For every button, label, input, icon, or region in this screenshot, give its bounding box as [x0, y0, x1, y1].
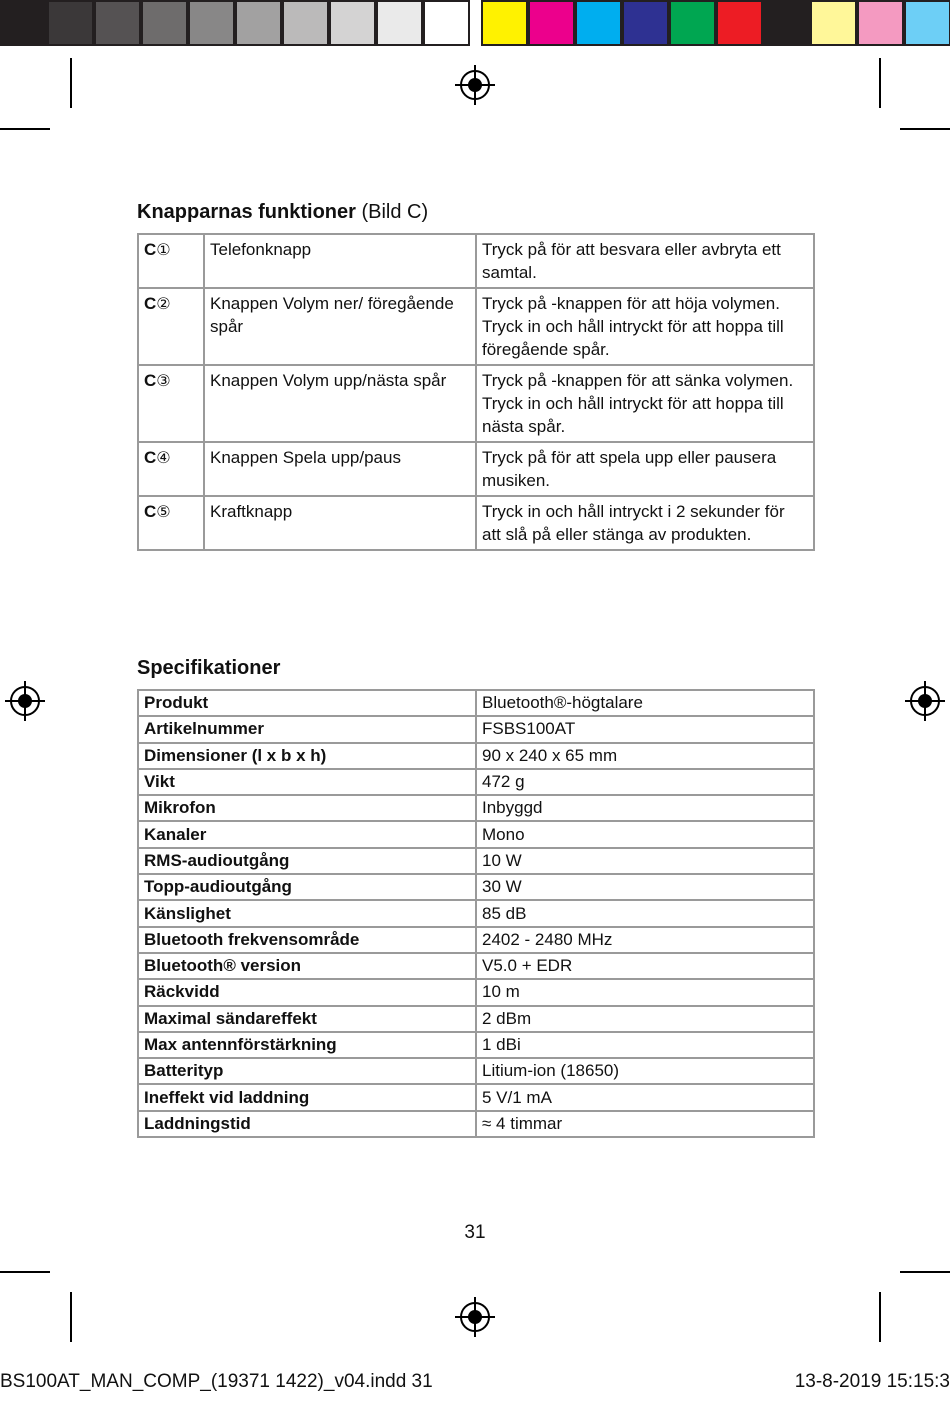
table-row	[138, 442, 814, 496]
button-id	[138, 365, 204, 442]
spec-value: 10 m	[476, 979, 814, 1005]
table-row	[138, 979, 814, 1005]
button-number: ②	[156, 296, 171, 313]
gray-swatch	[376, 0, 423, 46]
spec-value: 30 W	[476, 874, 814, 900]
gray-swatch	[47, 0, 94, 46]
spec-value: Mono	[476, 821, 814, 847]
spec-label: Räckvidd	[138, 979, 476, 1005]
spec-value: 5 V/1 mA	[476, 1084, 814, 1110]
table-row	[138, 288, 814, 365]
spec-label: Bluetooth frekvensområde	[138, 927, 476, 953]
spec-label: Vikt	[138, 769, 476, 795]
button-letter: C	[144, 502, 157, 521]
spec-label: Max antennförstärkning	[138, 1032, 476, 1058]
crop-mark-top-right-horizontal	[900, 128, 950, 130]
button-letter: C	[144, 448, 157, 467]
spec-value: Bluetooth®-högtalare	[476, 690, 814, 716]
button-description	[476, 365, 814, 442]
spec-value: Inbyggd	[476, 795, 814, 821]
color-swatch	[810, 0, 857, 46]
button-id	[138, 234, 204, 288]
table-row	[138, 496, 814, 550]
gray-swatch	[282, 0, 329, 46]
color-swatch	[669, 0, 716, 46]
spec-label: Kanaler	[138, 821, 476, 847]
table-row	[138, 927, 814, 953]
spec-label: Topp-audioutgång	[138, 874, 476, 900]
spec-label: Laddningstid	[138, 1111, 476, 1137]
button-description	[476, 496, 814, 550]
spec-value: 10 W	[476, 848, 814, 874]
button-number: ④	[156, 450, 171, 467]
table-row	[138, 690, 814, 716]
spec-label: Känslighet	[138, 900, 476, 926]
crop-mark-top-left-vertical	[70, 58, 72, 108]
specs-heading: Specifikationer	[137, 657, 281, 679]
crop-mark-top-left-horizontal	[0, 128, 50, 130]
description-line: Tryck på -knappen för att höja volymen.	[482, 294, 780, 313]
button-id	[138, 442, 204, 496]
table-row	[138, 821, 814, 847]
table-row	[138, 1111, 814, 1137]
button-description	[476, 234, 814, 288]
description-line: Tryck på för att besvara eller avbryta ett samtal.	[482, 240, 781, 282]
functions-heading	[137, 201, 428, 224]
gray-swatch	[141, 0, 188, 46]
button-id	[138, 496, 204, 550]
button-number: ③	[156, 373, 171, 390]
spec-value: ≈ 4 timmar	[476, 1111, 814, 1137]
button-number: ⑤	[156, 504, 171, 521]
spec-label: Produkt	[138, 690, 476, 716]
table-row	[138, 953, 814, 979]
page-number: 31	[464, 1222, 486, 1243]
spec-value: 2402 - 2480 MHz	[476, 927, 814, 953]
color-swatch	[575, 0, 622, 46]
crosshair-target-icon	[455, 65, 495, 105]
crop-mark-bottom-right-horizontal	[900, 1271, 950, 1273]
table-row	[138, 1084, 814, 1110]
spec-label: Bluetooth® version	[138, 953, 476, 979]
gray-swatch	[423, 0, 470, 46]
spec-label: RMS-audioutgång	[138, 848, 476, 874]
crosshair-target-icon	[455, 1297, 495, 1337]
gray-swatch	[329, 0, 376, 46]
spec-value: V5.0 + EDR	[476, 953, 814, 979]
table-row	[138, 1058, 814, 1084]
table-row	[138, 743, 814, 769]
button-name: Kraftknapp	[204, 496, 476, 550]
spec-label: Batterityp	[138, 1058, 476, 1084]
gray-swatch	[0, 0, 47, 46]
spec-value: 2 dBm	[476, 1006, 814, 1032]
gray-swatch	[235, 0, 282, 46]
description-line: Tryck in och håll intryckt i 2 sekunder för att slå på eller stänga av produkten.	[482, 502, 785, 544]
crosshair-target-icon	[905, 681, 945, 721]
functions-title: Knapparnas funktioner	[137, 201, 356, 223]
crop-mark-bottom-right-vertical	[879, 1292, 881, 1342]
button-name: Knappen Volym upp/nästa spår	[204, 365, 476, 442]
footer-filename: BS100AT_MAN_COMP_(19371 1422)_v04.indd 31	[0, 1371, 433, 1392]
button-number: ①	[156, 242, 171, 259]
spec-label: Dimensioner (l x b x h)	[138, 743, 476, 769]
table-row	[138, 848, 814, 874]
process-color-bar	[481, 0, 950, 50]
table-row	[138, 769, 814, 795]
gray-swatch	[188, 0, 235, 46]
color-swatch	[904, 0, 950, 46]
description-line: Tryck på för att spela upp eller pausera musiken.	[482, 448, 777, 490]
table-row	[138, 234, 814, 288]
grayscale-color-bar	[0, 0, 470, 50]
spec-label: Artikelnummer	[138, 716, 476, 742]
spec-label: Mikrofon	[138, 795, 476, 821]
table-row	[138, 874, 814, 900]
spec-value: FSBS100AT	[476, 716, 814, 742]
specifications-table	[137, 689, 815, 1138]
color-swatch	[763, 0, 810, 46]
crosshair-target-icon	[5, 681, 45, 721]
button-functions-table	[137, 233, 815, 551]
footer-timestamp: 13-8-2019 15:15:3	[794, 1371, 950, 1392]
button-description	[476, 288, 814, 365]
table-row	[138, 900, 814, 926]
button-id	[138, 288, 204, 365]
spec-label: Ineffekt vid laddning	[138, 1084, 476, 1110]
color-swatch	[481, 0, 528, 46]
gray-swatch	[94, 0, 141, 46]
table-row	[138, 365, 814, 442]
crop-mark-bottom-left-horizontal	[0, 1271, 50, 1273]
button-letter: C	[144, 371, 157, 390]
table-row	[138, 795, 814, 821]
description-line: Tryck in och håll intryckt för att hoppa till föregående spår.	[482, 317, 784, 359]
spec-value: 90 x 240 x 65 mm	[476, 743, 814, 769]
description-line: Tryck in och håll intryckt för att hoppa till nästa spår.	[482, 394, 784, 436]
spec-value: 472 g	[476, 769, 814, 795]
table-row	[138, 716, 814, 742]
crop-mark-bottom-left-vertical	[70, 1292, 72, 1342]
functions-subtitle: (Bild C)	[361, 201, 429, 223]
button-name: Knappen Spela upp/paus	[204, 442, 476, 496]
crop-mark-top-right-vertical	[879, 58, 881, 108]
button-letter: C	[144, 240, 157, 259]
color-swatch	[528, 0, 575, 46]
button-letter: C	[144, 294, 157, 313]
button-name: Knappen Volym ner/ föregående spår	[204, 288, 476, 365]
color-swatch	[716, 0, 763, 46]
spec-value: 1 dBi	[476, 1032, 814, 1058]
table-row	[138, 1006, 814, 1032]
spec-value: Litium-ion (18650)	[476, 1058, 814, 1084]
spec-label: Maximal sändareffekt	[138, 1006, 476, 1032]
color-swatch	[622, 0, 669, 46]
spec-value: 85 dB	[476, 900, 814, 926]
button-description	[476, 442, 814, 496]
button-name: Telefonknapp	[204, 234, 476, 288]
color-swatch	[857, 0, 904, 46]
table-row	[138, 1032, 814, 1058]
description-line: Tryck på -knappen för att sänka volymen.	[482, 371, 794, 390]
